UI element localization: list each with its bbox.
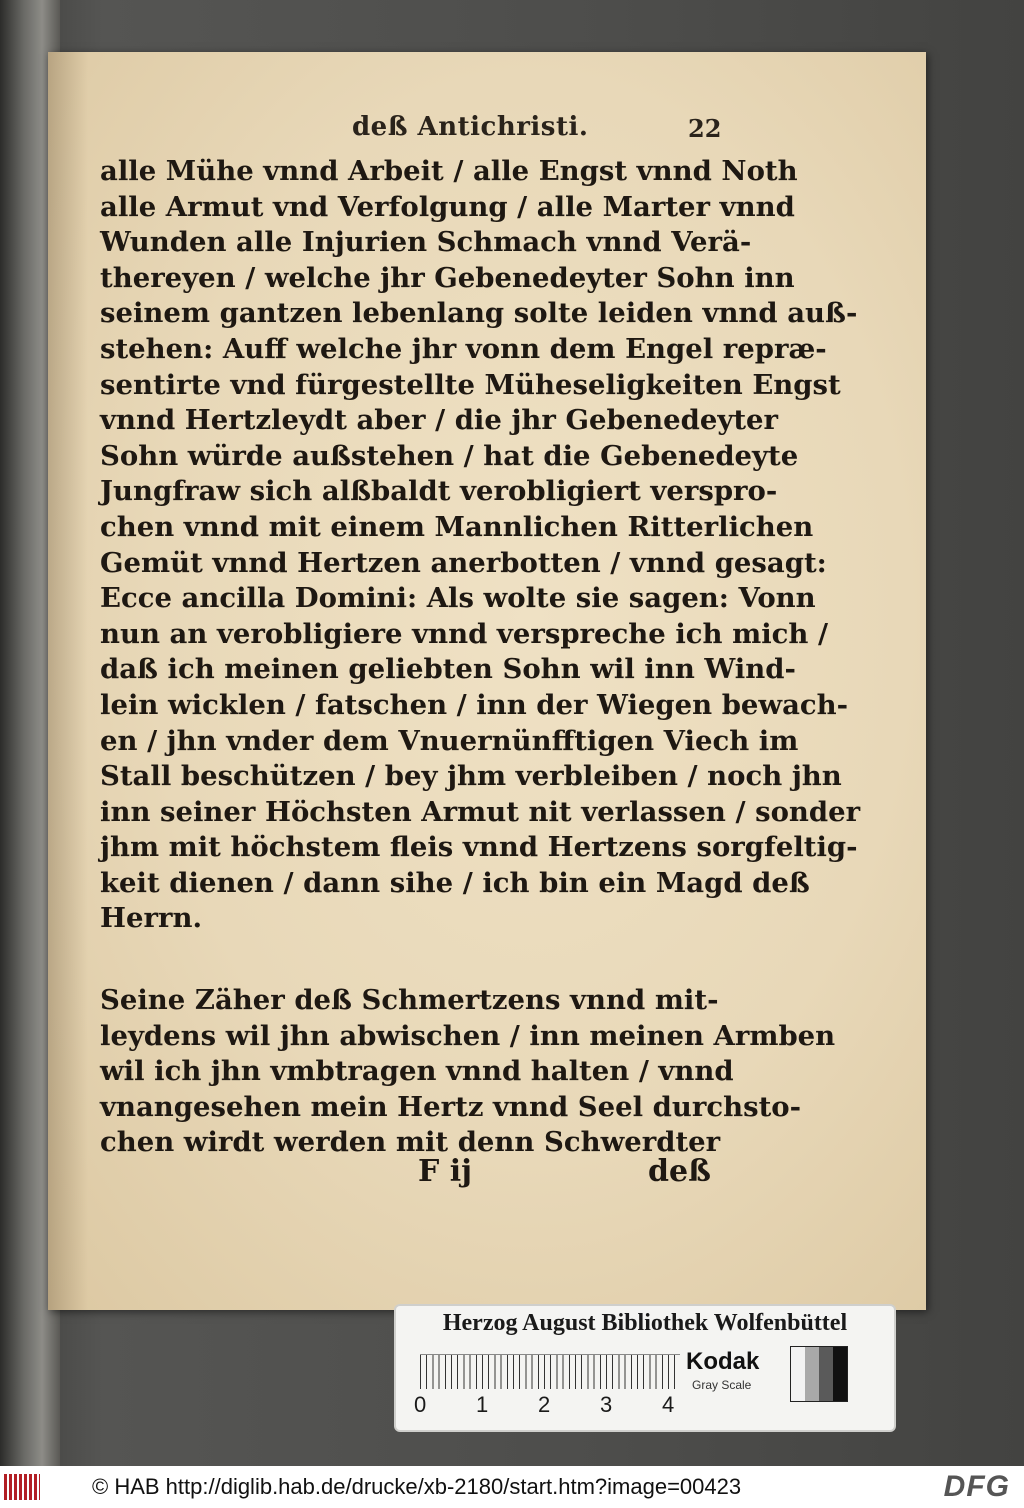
text-line: Stall beschützen / bey jhm verbleiben / noch jhn <box>100 760 842 793</box>
text-line: alle Mühe vnnd Arbeit / alle Engst vnnd Noth <box>100 155 798 187</box>
ruler-labels <box>414 1392 684 1418</box>
book-page <box>48 52 926 1310</box>
color-target-card <box>396 1306 894 1430</box>
text-line: alle Armut vnd Verfolgung / alle Marter vnnd <box>100 190 795 223</box>
ruler-number: 0 <box>414 1392 427 1417</box>
gutter-shadow <box>48 52 88 1310</box>
gray-patch <box>833 1347 847 1401</box>
viewer-footer <box>0 1466 1024 1508</box>
gray-scale-strip <box>790 1346 848 1402</box>
ruler-number: 4 <box>662 1392 675 1417</box>
text-line: Herrn. <box>100 902 203 935</box>
running-head <box>48 112 926 152</box>
text-line: Jungfraw sich alßbaldt verobligiert verspro- <box>100 475 778 508</box>
text-line: leydens wil jhn abwischen / inn meinen Armben <box>100 1019 836 1052</box>
dfg-logo: DFG <box>943 1470 1010 1503</box>
text-line: inn seiner Höchsten Armut nit verlassen / sonder <box>100 795 861 828</box>
source-url[interactable]: © HAB http://diglib.hab.de/drucke/xb-2180/start.htm?image=00423 <box>92 1474 742 1499</box>
text-line: chen wirdt werden mit denn Schwerdter <box>100 1126 721 1159</box>
gray-patch <box>791 1347 805 1401</box>
gray-scale-label: Gray Scale <box>692 1378 752 1392</box>
text-line: stehen: Auff welche jhr vonn dem Engel repræ- <box>100 332 827 365</box>
hab-logo-icon <box>4 1474 40 1500</box>
text-line: sentirte vnd fürgestellte Müheseligkeiten Engst <box>100 368 841 401</box>
text-line: daß ich meinen geliebten Sohn wil inn Wind- <box>100 653 796 686</box>
text-line: thereyen / welche jhr Gebenedeyter Sohn inn <box>100 261 795 294</box>
text-line: en / jhn vnder dem Vnuernünfftigen Viech im <box>100 724 799 757</box>
running-title: deß Antichristi. <box>352 112 589 142</box>
text-line: nun an verobligiere vnnd verspreche ich mich / <box>100 617 828 650</box>
text-line: wil ich jhn vmbtragen vnnd halten / vnnd <box>100 1055 734 1088</box>
gray-patch <box>805 1347 819 1401</box>
text-line: keit dienen / dann sihe / ich bin ein Magd deß <box>100 866 810 899</box>
page-foot <box>48 1154 926 1194</box>
text-line: Seine Zäher deß Schmertzens vnnd mit- <box>100 984 719 1017</box>
paragraph-gap <box>100 937 720 983</box>
text-line: Gemüt vnnd Hertzen anerbotten / vnnd gesagt: <box>100 546 827 579</box>
kodak-brand: Kodak <box>686 1348 760 1375</box>
text-line: jhm mit höchstem fleis vnnd Hertzens sorgfeltig- <box>100 831 858 864</box>
text-line: chen vnnd mit einem Mannlichen Ritterlichen <box>100 510 814 543</box>
ruler-number: 3 <box>600 1392 613 1417</box>
ruler-number: 2 <box>538 1392 551 1417</box>
body-text <box>100 154 861 1161</box>
text-line: seinem gantzen lebenlang solte leiden vnnd auß- <box>100 297 858 330</box>
page-number: 22 <box>688 114 722 143</box>
signature-mark: F ij <box>418 1154 472 1189</box>
text-line: vnnd Hertzleydt aber / die jhr Gebenedeyter <box>100 404 779 437</box>
ruler-number: 1 <box>476 1392 489 1417</box>
text-line: Ecce ancilla Domini: Als wolte sie sagen: Vonn <box>100 582 816 615</box>
text-line: Sohn würde außstehen / hat die Gebenedeyte <box>100 439 799 472</box>
catchword: deß <box>648 1154 711 1189</box>
text-line: vnangesehen mein Hertz vnnd Seel durchsto- <box>100 1090 802 1123</box>
text-line: Wunden alle Injurien Schmach vnnd Verä- <box>100 226 752 259</box>
scale-ruler <box>420 1354 680 1389</box>
gray-patch <box>819 1347 833 1401</box>
library-name: Herzog August Bibliothek Wolfenbüttel <box>442 1310 848 1336</box>
text-line: lein wicklen / fatschen / inn der Wiegen bewach- <box>100 688 849 721</box>
